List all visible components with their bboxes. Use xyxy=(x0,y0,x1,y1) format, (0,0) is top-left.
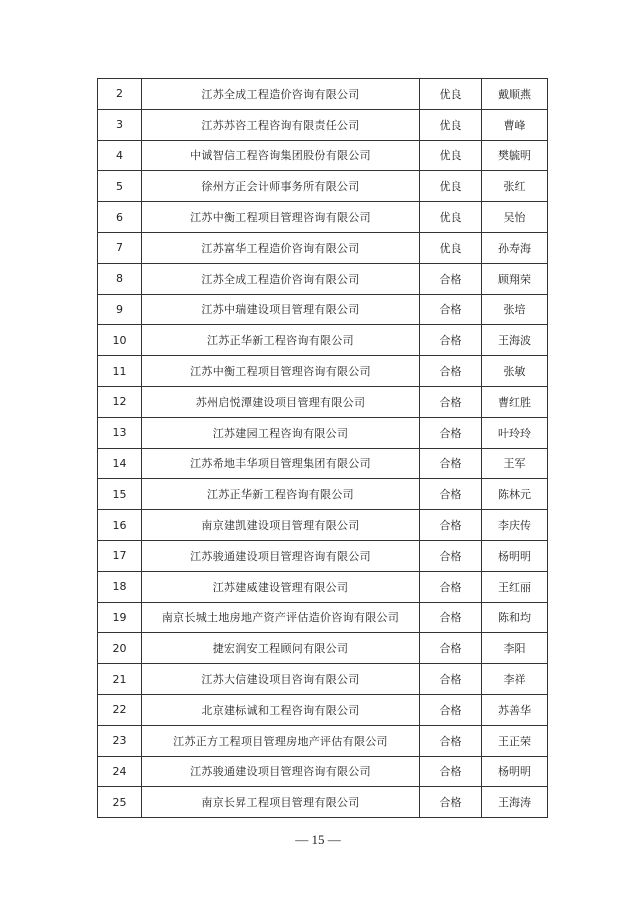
cell-person: 王红丽 xyxy=(482,571,548,602)
cell-person: 吴怡 xyxy=(482,202,548,233)
cell-number: 21 xyxy=(98,664,142,695)
cell-number: 4 xyxy=(98,140,142,171)
cell-person: 王正荣 xyxy=(482,725,548,756)
table-row xyxy=(98,540,548,571)
table-row xyxy=(98,140,548,171)
cell-person: 王海波 xyxy=(482,325,548,356)
table-row xyxy=(98,232,548,263)
table-row xyxy=(98,325,548,356)
cell-grade: 合格 xyxy=(420,756,482,787)
cell-grade: 合格 xyxy=(420,571,482,602)
table-row xyxy=(98,294,548,325)
table-row xyxy=(98,263,548,294)
cell-number: 5 xyxy=(98,171,142,202)
cell-person: 张敏 xyxy=(482,356,548,387)
cell-company: 徐州方正会计师事务所有限公司 xyxy=(142,171,420,202)
cell-person: 戴顺燕 xyxy=(482,79,548,110)
cell-person: 叶玲玲 xyxy=(482,417,548,448)
cell-number: 15 xyxy=(98,479,142,510)
cell-company: 江苏正方工程项目管理房地产评估有限公司 xyxy=(142,725,420,756)
table-row xyxy=(98,479,548,510)
cell-company: 江苏骏通建设项目管理咨询有限公司 xyxy=(142,540,420,571)
cell-grade: 合格 xyxy=(420,510,482,541)
page-number: — 15 — xyxy=(295,832,341,847)
table-row xyxy=(98,602,548,633)
cell-person: 曹红胜 xyxy=(482,386,548,417)
cell-company: 江苏中衡工程项目管理咨询有限公司 xyxy=(142,356,420,387)
cell-company: 捷宏润安工程顾问有限公司 xyxy=(142,633,420,664)
cell-grade: 合格 xyxy=(420,448,482,479)
cell-grade: 优良 xyxy=(420,109,482,140)
cell-company: 北京建标诚和工程咨询有限公司 xyxy=(142,694,420,725)
table-row xyxy=(98,571,548,602)
cell-company: 南京长昇工程项目管理有限公司 xyxy=(142,787,420,818)
cell-person: 曹峰 xyxy=(482,109,548,140)
cell-number: 25 xyxy=(98,787,142,818)
cell-number: 11 xyxy=(98,356,142,387)
table-row xyxy=(98,417,548,448)
cell-company: 江苏中衡工程项目管理咨询有限公司 xyxy=(142,202,420,233)
cell-number: 6 xyxy=(98,202,142,233)
table-row xyxy=(98,725,548,756)
cell-person: 王海涛 xyxy=(482,787,548,818)
cell-person: 顾翔荣 xyxy=(482,263,548,294)
cell-number: 3 xyxy=(98,109,142,140)
cell-grade: 优良 xyxy=(420,140,482,171)
cell-person: 杨明明 xyxy=(482,540,548,571)
cell-grade: 合格 xyxy=(420,694,482,725)
cell-person: 王军 xyxy=(482,448,548,479)
cell-number: 20 xyxy=(98,633,142,664)
table-row xyxy=(98,448,548,479)
table-row xyxy=(98,694,548,725)
cell-person: 李庆传 xyxy=(482,510,548,541)
cell-company: 中诚智信工程咨询集团股份有限公司 xyxy=(142,140,420,171)
cell-number: 2 xyxy=(98,79,142,110)
table-row xyxy=(98,171,548,202)
cell-number: 17 xyxy=(98,540,142,571)
cell-grade: 合格 xyxy=(420,787,482,818)
cell-number: 10 xyxy=(98,325,142,356)
cell-person: 陈林元 xyxy=(482,479,548,510)
table-row xyxy=(98,633,548,664)
cell-person: 张红 xyxy=(482,171,548,202)
cell-grade: 合格 xyxy=(420,325,482,356)
cell-person: 杨明明 xyxy=(482,756,548,787)
cell-company: 江苏希地丰华项目管理集团有限公司 xyxy=(142,448,420,479)
cell-number: 23 xyxy=(98,725,142,756)
cell-person: 李阳 xyxy=(482,633,548,664)
cell-grade: 优良 xyxy=(420,79,482,110)
cell-person: 樊毓明 xyxy=(482,140,548,171)
cell-company: 江苏全成工程造价咨询有限公司 xyxy=(142,263,420,294)
cell-number: 13 xyxy=(98,417,142,448)
table-row xyxy=(98,202,548,233)
cell-company: 江苏正华新工程咨询有限公司 xyxy=(142,325,420,356)
cell-person: 苏善华 xyxy=(482,694,548,725)
cell-grade: 合格 xyxy=(420,386,482,417)
cell-person: 张培 xyxy=(482,294,548,325)
cell-grade: 合格 xyxy=(420,417,482,448)
cell-grade: 合格 xyxy=(420,263,482,294)
cell-grade: 合格 xyxy=(420,633,482,664)
table-row xyxy=(98,109,548,140)
cell-number: 14 xyxy=(98,448,142,479)
table-row xyxy=(98,79,548,110)
table-row xyxy=(98,787,548,818)
cell-grade: 合格 xyxy=(420,664,482,695)
cell-company: 江苏骏通建设项目管理咨询有限公司 xyxy=(142,756,420,787)
cell-number: 9 xyxy=(98,294,142,325)
cell-number: 24 xyxy=(98,756,142,787)
cell-number: 12 xyxy=(98,386,142,417)
cell-number: 18 xyxy=(98,571,142,602)
cell-number: 8 xyxy=(98,263,142,294)
cell-number: 16 xyxy=(98,510,142,541)
cell-grade: 合格 xyxy=(420,479,482,510)
cell-company: 南京长城土地房地产资产评估造价咨询有限公司 xyxy=(142,602,420,633)
cell-company: 江苏正华新工程咨询有限公司 xyxy=(142,479,420,510)
cell-company: 江苏苏咨工程咨询有限责任公司 xyxy=(142,109,420,140)
cell-person: 李祥 xyxy=(482,664,548,695)
cell-number: 7 xyxy=(98,232,142,263)
cell-company: 江苏建威建设管理有限公司 xyxy=(142,571,420,602)
cell-grade: 优良 xyxy=(420,232,482,263)
cell-grade: 合格 xyxy=(420,725,482,756)
cell-number: 19 xyxy=(98,602,142,633)
cell-company: 江苏大信建设项目咨询有限公司 xyxy=(142,664,420,695)
cell-number: 22 xyxy=(98,694,142,725)
cell-grade: 合格 xyxy=(420,294,482,325)
cell-grade: 优良 xyxy=(420,171,482,202)
cell-company: 江苏全成工程造价咨询有限公司 xyxy=(142,79,420,110)
cell-grade: 优良 xyxy=(420,202,482,233)
table-row xyxy=(98,356,548,387)
cell-company: 江苏中瑞建设项目管理有限公司 xyxy=(142,294,420,325)
table-row xyxy=(98,510,548,541)
table-row xyxy=(98,664,548,695)
cell-person: 陈和均 xyxy=(482,602,548,633)
cell-company: 苏州启悦潭建设项目管理有限公司 xyxy=(142,386,420,417)
cell-person: 孙寿海 xyxy=(482,232,548,263)
cell-grade: 合格 xyxy=(420,540,482,571)
table-row xyxy=(98,756,548,787)
cell-company: 江苏富华工程造价咨询有限公司 xyxy=(142,232,420,263)
table-row xyxy=(98,386,548,417)
cell-company: 江苏建园工程咨询有限公司 xyxy=(142,417,420,448)
evaluation-table xyxy=(97,78,548,818)
cell-company: 南京建凯建设项目管理有限公司 xyxy=(142,510,420,541)
table-body xyxy=(98,79,548,818)
cell-grade: 合格 xyxy=(420,602,482,633)
cell-grade: 合格 xyxy=(420,356,482,387)
